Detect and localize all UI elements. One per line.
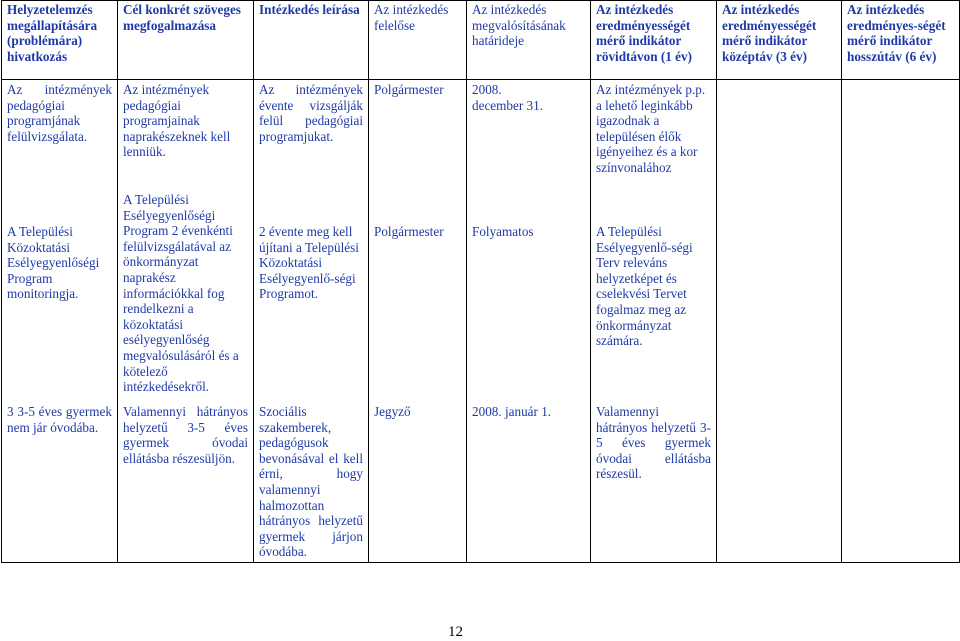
problem-reference-item: A Települési Közoktatási Esélyegyenlőségi Program monitoringja. xyxy=(7,224,100,302)
deadline-item: Folyamatos xyxy=(472,224,534,239)
problem-reference-item: 3 3-5 éves gyermek nem jár óvodába. xyxy=(7,404,112,435)
goal-item: Az intézmények pedagógiai programjainak naprakészeknek kell lenniük. xyxy=(123,82,231,160)
goal-item: A Települési Esélyegyenlőségi Program 2 évenkénti felülvizsgálatával az önkormányzat naprakész információkkal fog rendelkezni a közoktatási esélyegyenlőség megvalósulásáról és a kötelező intézkedésekről. xyxy=(123,192,239,395)
page-number: 12 xyxy=(448,624,463,640)
problem-reference-item: Az intézmények pedagógiai programjának felülvizsgálata. xyxy=(7,82,112,144)
measure-description-cell xyxy=(254,80,369,563)
deadline-item: 2008. december 31. xyxy=(472,82,544,113)
header-indicator-mid-term: Az intézkedés eredményességét mérő indikátor középtáv (3 év) xyxy=(717,1,842,80)
goal-cell xyxy=(118,80,254,563)
measure-item: 2 évente meg kell újítani a Települési Közoktatási Esélyegyenlő-ségi Programot. xyxy=(259,224,359,302)
table-row xyxy=(2,80,960,563)
deadline-item: 2008. január 1. xyxy=(472,404,552,419)
header-deadline: Az intézkedés megvalósításának határideje xyxy=(467,1,591,80)
action-plan-table xyxy=(1,0,960,563)
indicator-short-term-cell xyxy=(591,80,717,563)
header-goal: Cél konkrét szöveges megfogalmazása xyxy=(118,1,254,80)
header-indicator-short-term: Az intézkedés eredményességét mérő indikátor rövidtávon (1 év) xyxy=(591,1,717,80)
goal-item: Valamennyi hátrányos helyzetű 3-5 éves gyermek óvodai ellátásba részesüljön. xyxy=(123,404,248,466)
indicator-short-term-item: Valamennyi hátrányos helyzetű 3-5 éves gyermek óvodai ellátásba részesül. xyxy=(596,404,711,482)
header-indicator-long-term: Az intézkedés eredményes-ségét mérő indikátor hosszútáv (6 év) xyxy=(842,1,960,80)
indicator-long-term-cell xyxy=(842,80,960,563)
indicator-short-term-item: Az intézmények p.p. a lehető leginkább igazodnak a településen élők igényeihez és a kor színvonalához xyxy=(596,82,706,175)
responsible-item: Polgármester xyxy=(374,82,444,97)
measure-item: Szociális szakemberek, pedagógusok bevonásával el kell érni, hogy valamennyi halmozottan hátrányos helyzetű gyermek járjon óvodába. xyxy=(259,404,363,560)
problem-reference-cell xyxy=(2,80,118,563)
indicator-short-term-item: A Települési Esélyegyenlő-ségi Terv releváns helyzetképet és cselekvési Tervet fogalmaz meg az önkormányzat számára. xyxy=(596,224,693,349)
header-row xyxy=(2,1,960,80)
indicator-mid-term-cell xyxy=(717,80,842,563)
responsible-item: Jegyző xyxy=(374,404,411,419)
deadline-cell xyxy=(467,80,591,563)
responsible-cell xyxy=(369,80,467,563)
responsible-item: Polgármester xyxy=(374,224,444,239)
measure-item: Az intézmények évente vizsgálják felül pedagógiai programjukat. xyxy=(259,82,363,144)
header-problem-reference: Helyzetelemzés megállapítására (problémára) hivatkozás xyxy=(2,1,118,80)
header-responsible: Az intézkedés felelőse xyxy=(369,1,467,80)
header-measure-description: Intézkedés leírása xyxy=(254,1,369,80)
